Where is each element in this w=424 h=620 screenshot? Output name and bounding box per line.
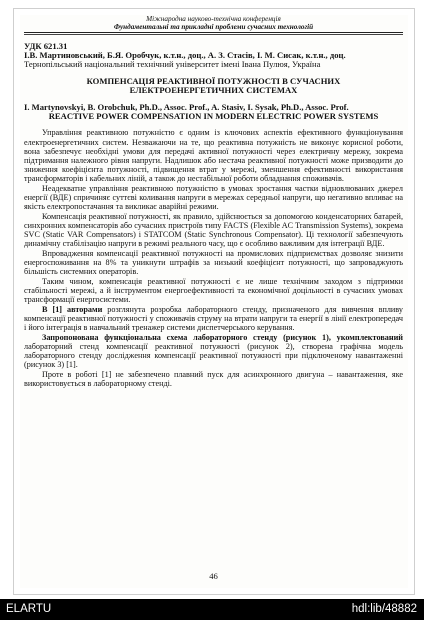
header-rule-thin (24, 34, 403, 35)
title-ukrainian-line1: КОМПЕНСАЦІЯ РЕАКТИВНОЇ ПОТУЖНОСТІ В СУЧАСНИХ (86, 75, 341, 86)
udc-code: УДК 621.31 (24, 41, 68, 51)
affiliation: Тернопільський національний технічний університет імені Івана Пулюя, Україна (24, 59, 321, 70)
title-english: REACTIVE POWER COMPENSATION IN MODERN ELECTRIC POWER SYSTEMS (48, 111, 379, 122)
handle-id: hdl:lib/48882 (351, 603, 417, 615)
scanned-page (13, 8, 415, 595)
repository-name: ELARTU (6, 603, 52, 615)
paragraph-6-lead: В [1] авторами (42, 304, 103, 314)
conference-title: Міжнародна науково-технічна конференція (146, 15, 281, 23)
paragraph-7-lead: Запропонована функціональна схема лабораторного стенду (рисунок 1), укомплектований (42, 332, 403, 342)
conference-subtitle: Фундаментальні та прикладні проблеми сучасних технологій (113, 23, 314, 31)
title-ukrainian-line2: ЕЛЕКТРОЕНЕРГЕТИЧНИХ СИСТЕМАХ (129, 85, 298, 96)
paragraph-7-text: лабораторний стенд компенсації реактивної потужності (рисунок 2), створена графічна модель лабораторного стенду дослідження компенсації реактивної потужності при підключеному навантаженні (рисунок 3) [1]. (24, 342, 403, 370)
page-number: 46 (209, 571, 218, 581)
authors-ukrainian: І.В. Мартиновський, Б.Я. Оробчук, к.т.н., доц., А. З. Стасів, І. М. Сисак, к.т.н., доц. (24, 50, 346, 60)
paragraph-2: Неадекватне управління реактивною потужністю в умовах зростання частки відновлюваних джерел енергії (ВДЕ) спричиняє суттєві коливання напруги в мережах середньої напруги, що негативно впливає на якість електропостачання та викликає аварійні режими. (24, 183, 403, 212)
footer-bar (0, 599, 424, 620)
article-body (24, 128, 403, 388)
paragraph-1: Управління реактивною потужністю є одним із ключових аспектів ефективного функціонування електроенергетичних систем. Незважаючи на те, що реактивна потужність не виконує корисної роботи, вона забезпечує необхідні умови для передачі активної потужності через електричну мережу, зокрема підтримання належного рівня напруги. Надлишок або нестача реактивної потужності може призводити до зниження коефіцієнта потужності, підвищення втрат у мережі, зменшення ефективності використання трансформаторів і кабельних ліній, а також до нестабільної роботи обладнання споживачів. (24, 128, 403, 184)
paragraph-5: Таким чином, компенсація реактивної потужності є не лише технічним заходом з підтримки стабільності мережі, а й інструментом енергоефективності та економічної доцільності в сучасних умовах трансформації енергосистеми. (24, 276, 403, 305)
paragraph-7 (24, 333, 403, 370)
paragraph-4: Впровадження компенсації реактивної потужності на промислових підприємствах дозволяє знизити енергоспоживання на 8% та уникнути штрафів за низький коефіцієнт потужності, що запроваджують більшість системних операторів. (24, 248, 403, 277)
paragraph-6 (24, 305, 403, 332)
paragraph-3: Компенсація реактивної потужності, як правило, здійснюється за допомогою конденсаторних батарей, синхронних компенсаторів або сучасних пристроїв типу FACTS (Flexible AC Transmission Systems), зокрема SVC (Static VAR Compensators) і STATCOM (Static Synchronous Compensator). Ці технології забезпечують динамічну стабілізацію напруги в режимі реального часу, що є особливо важливим для інтеграції ВДЕ. (24, 211, 403, 249)
paragraph-8: Проте в роботі [1] не забезпечено плавний пуск для асинхронного двигуна – навантаження, яке використовується в лабораторному стенді. (24, 370, 403, 389)
paragraph-6-text: розглянута розробка лабораторного стенду, призначеного для вивчення впливу компенсації реактивної потужності у споживачів струму на втрати напруги та енергії в лінії електропередач і його інтеграція в навчальний тренажер системи диспетчерського керування. (24, 304, 403, 333)
page-content (24, 15, 403, 588)
header-rule (24, 32, 403, 33)
authors-english: I. Martynovskyi, B. Orobchuk, Ph.D., Assoc. Prof., A. Stasiv, I. Sysak, Ph.D., Assoc. Prof. (24, 101, 349, 112)
title-ukrainian (24, 77, 403, 96)
